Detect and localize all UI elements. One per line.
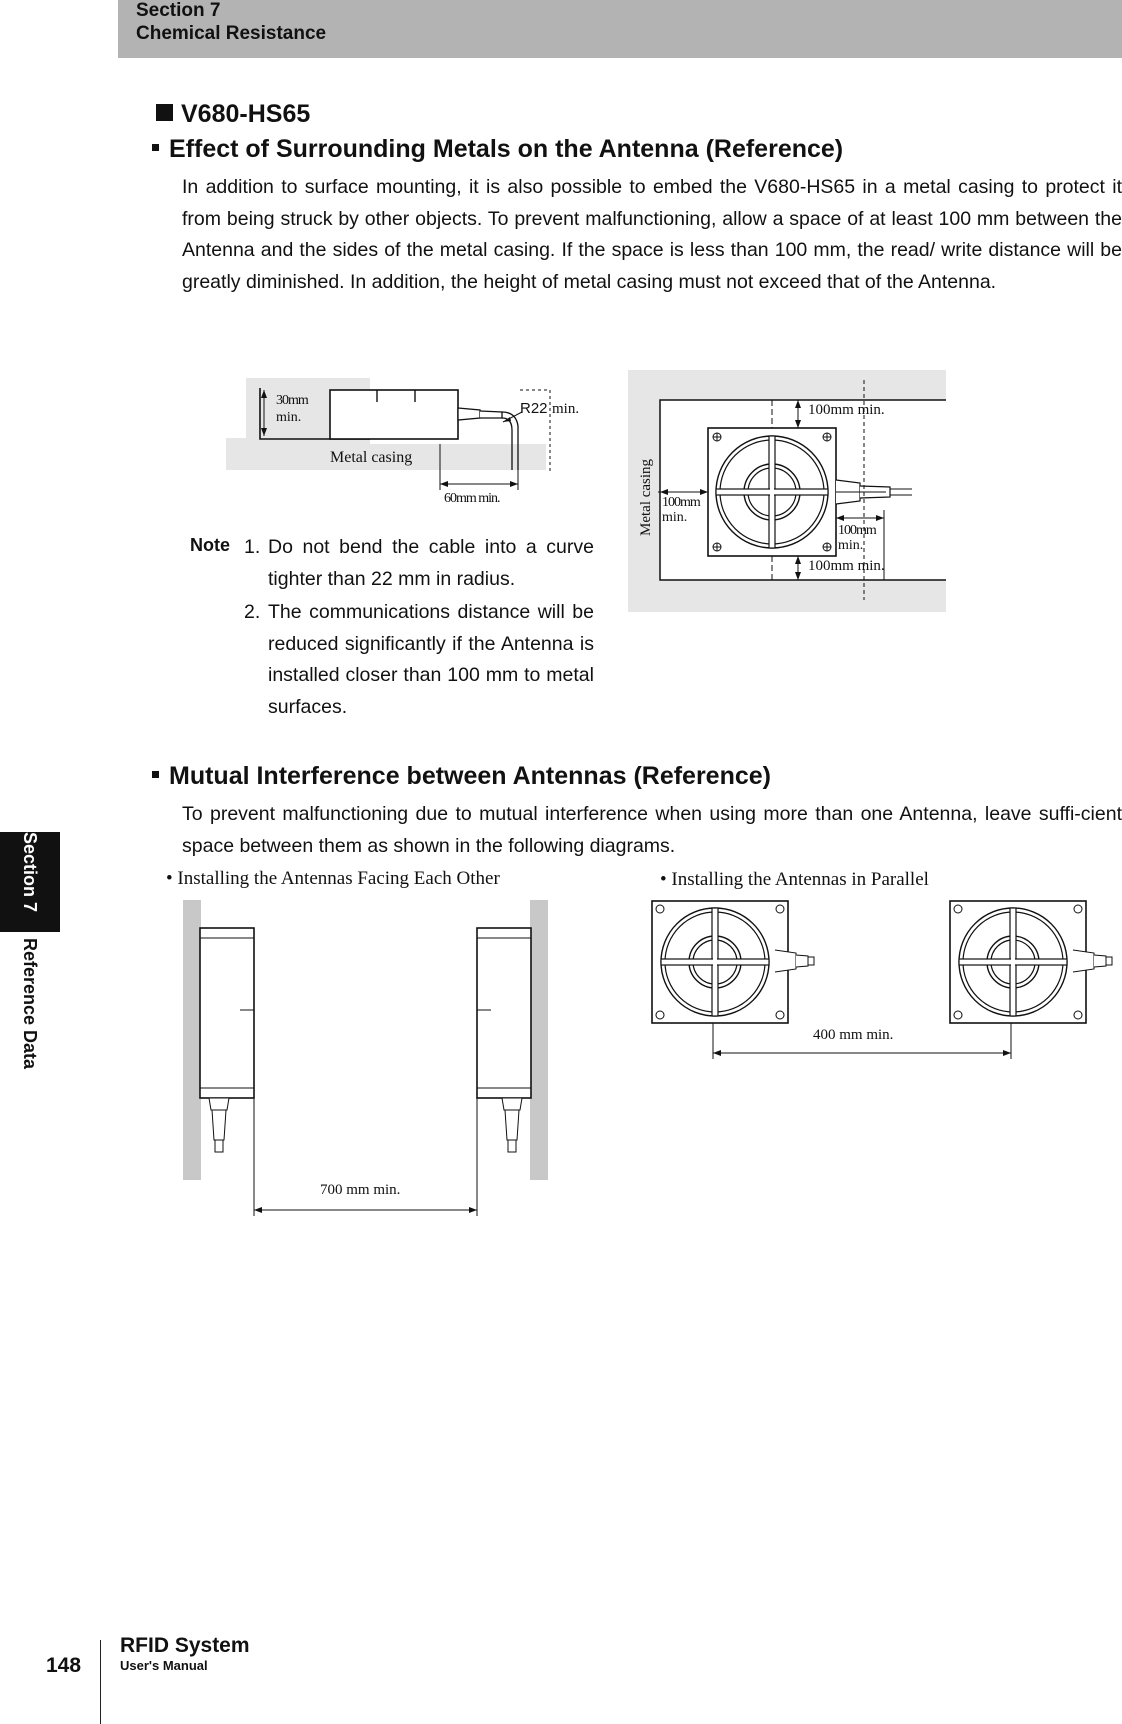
note-text: Do not bend the cable into a curve tighter than 22 mm in radius.	[268, 536, 594, 590]
square-bullet-icon	[156, 104, 173, 121]
side-view-diagram	[220, 378, 600, 514]
facing-caption: • Installing the Antennas Facing Each Other	[166, 868, 500, 889]
mutual-paragraph: To prevent malfunctioning due to mutual interference when using more than one Antenna, leave suffi-cient space between them as shown in the following diagrams.	[182, 803, 1122, 857]
note-list	[244, 532, 594, 725]
footer-divider	[100, 1640, 101, 1724]
radius-min-label: min.	[552, 401, 580, 417]
note-item	[244, 532, 594, 595]
side-casing-label: Metal casing	[330, 449, 413, 466]
left-metal-wall	[183, 900, 201, 1180]
header-title: Chemical Resistance	[136, 23, 327, 44]
cable-length-label: 60mm min.	[444, 491, 500, 506]
note-number: 1.	[244, 536, 261, 558]
note-number: 2.	[244, 601, 261, 623]
facing-antennas-diagram	[180, 900, 560, 1220]
top-clearance-label: 100mm min.	[808, 402, 885, 418]
radius-label: R22	[520, 400, 548, 417]
parallel-antenna-left	[652, 901, 814, 1023]
left-clearance-label: 100mm	[662, 495, 700, 510]
right-metal-wall	[530, 900, 548, 1180]
header-section: Section 7	[136, 0, 221, 21]
section-header	[118, 0, 1122, 58]
model-heading-text: V680-HS65	[181, 100, 311, 128]
effect-heading	[166, 135, 843, 164]
note-label: Note	[190, 535, 230, 555]
right-clearance-min: min.	[838, 538, 864, 553]
bullet-icon	[152, 144, 159, 151]
side-tab-label: Reference Data	[20, 938, 40, 1070]
top-view-diagram	[628, 370, 946, 612]
facing-distance-label: 700 mm min.	[320, 1182, 401, 1198]
side-tab[interactable]	[0, 832, 60, 1098]
bullet-icon	[152, 771, 159, 778]
page-number: 148	[46, 1654, 82, 1677]
side-tab-section: Section 7	[20, 832, 40, 913]
effect-heading-text: Effect of Surrounding Metals on the Antenna (Reference)	[169, 135, 844, 163]
mutual-heading-text: Mutual Interference between Antennas (Reference)	[169, 762, 771, 790]
effect-paragraph: In addition to surface mounting, it is also possible to embed the V680-HS65 in a metal casing to protect it from being struck by other objects. To prevent malfunctioning, allow a space of at least 100 mm between the Antenna and the sides of the metal casing. If the space is less than 100 mm, the read/ write distance will be greatly diminished. In addition, the height of metal casing must not exceed that of the Antenna.	[182, 176, 1122, 293]
right-clearance-label: 100mm	[838, 523, 876, 538]
antenna-side-body	[330, 390, 458, 439]
parallel-caption: • Installing the Antennas in Parallel	[660, 869, 929, 890]
parallel-antenna-right	[950, 901, 1112, 1023]
bottom-clearance-label: 100mm min.	[808, 558, 885, 574]
top-casing-label: Metal casing	[638, 458, 654, 536]
note-item	[244, 597, 594, 723]
footer-subtitle: User's Manual	[120, 1658, 208, 1673]
parallel-antennas-diagram	[648, 897, 1122, 1067]
mutual-heading	[166, 762, 771, 791]
height-min-label: min.	[276, 410, 302, 425]
footer-title: RFID System	[120, 1634, 250, 1657]
model-heading	[156, 100, 310, 129]
right-antenna-body	[477, 928, 531, 1098]
parallel-distance-label: 400 mm min.	[813, 1027, 894, 1043]
height-label: 30mm	[276, 393, 308, 408]
left-clearance-min: min.	[662, 510, 688, 525]
note-text: The communications distance will be reduced significantly if the Antenna is installed closer than 100 mm to metal surfaces.	[268, 601, 594, 718]
left-antenna-body	[200, 928, 254, 1098]
